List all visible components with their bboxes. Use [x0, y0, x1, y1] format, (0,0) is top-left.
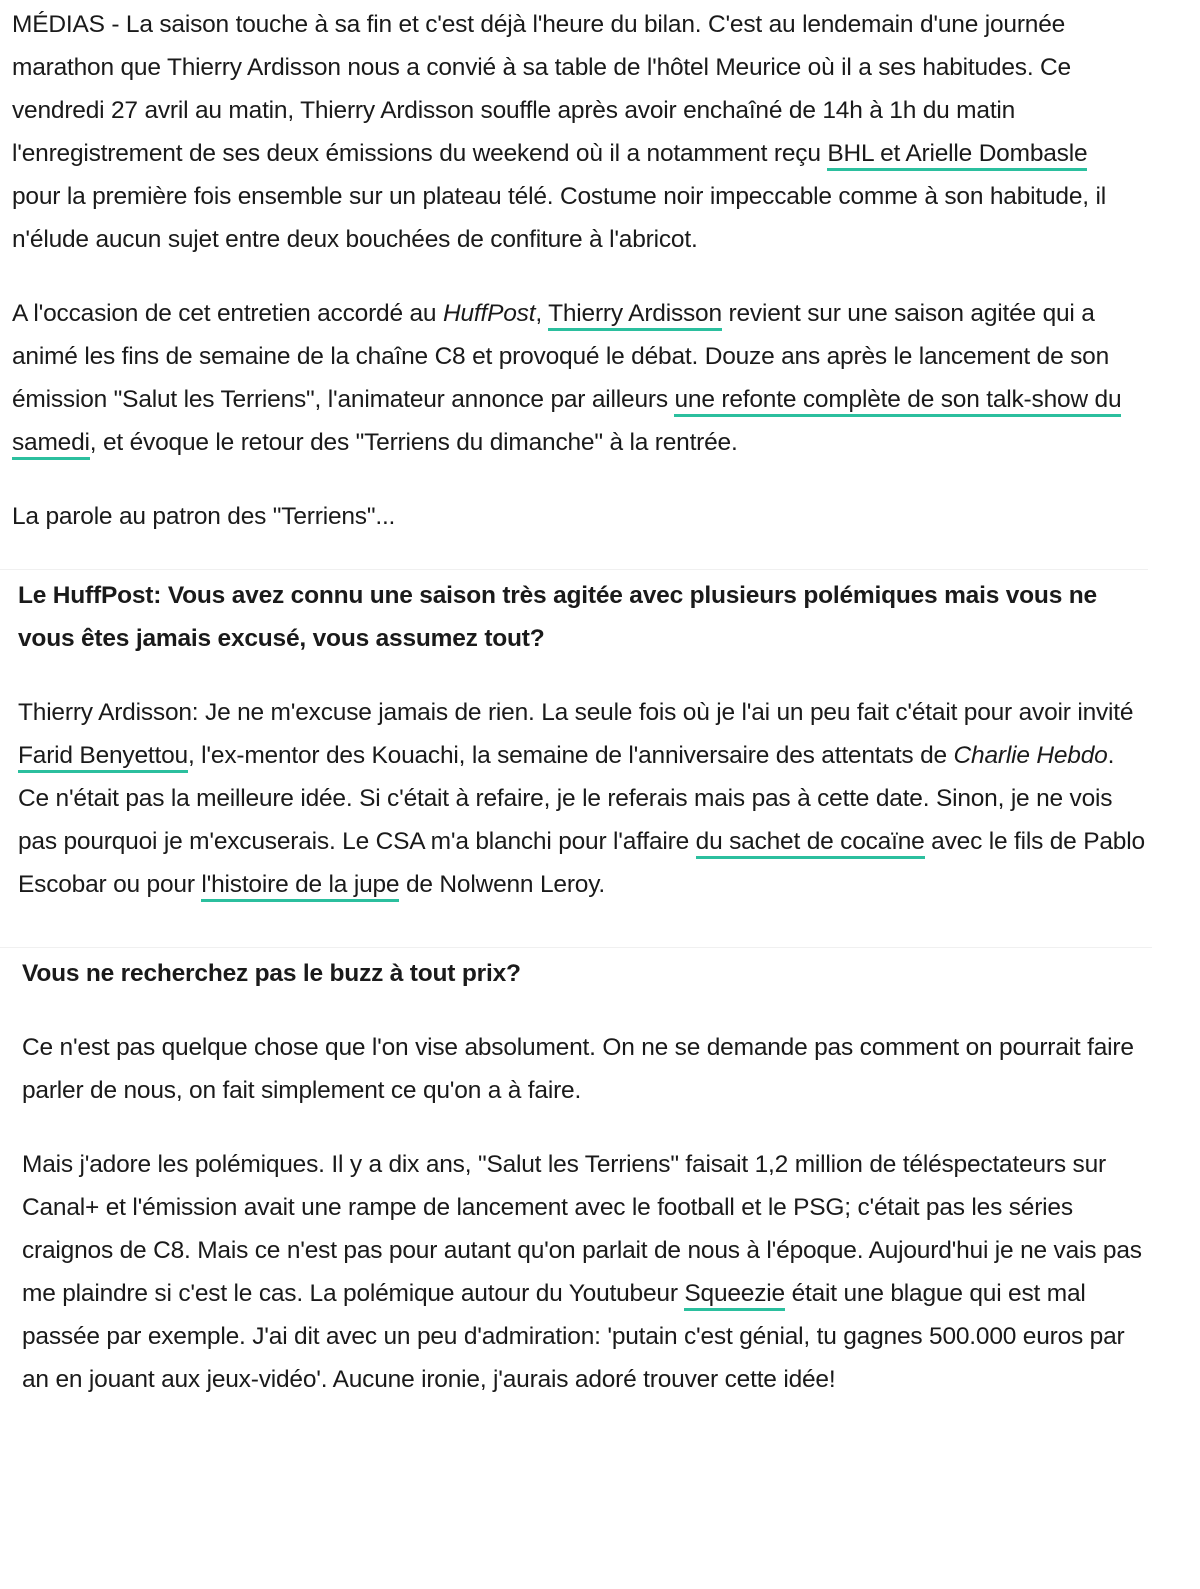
text-segment: pour la première fois ensemble sur un plateau télé. Costume noir impeccable comme à son habitude, il n'élude aucun sujet entre deux bouchées de confiture à l'abricot. [12, 183, 1106, 253]
italic-text: HuffPost [442, 300, 536, 327]
interview-question-1 [0, 569, 1148, 906]
paragraph [22, 1026, 1152, 1112]
text-segment: , [535, 300, 549, 327]
text-segment: avec le fils de Pablo Escobar ou pour [18, 828, 1145, 898]
interview-question: Vous ne recherchez pas le buzz à tout prix? [22, 960, 521, 987]
text-segment: Thierry Ardisson: Je ne m'excuse jamais de rien. La seule fois où je l'ai un peu fait c'était pour avoir invité [18, 699, 1134, 726]
italic-text: Charlie Hebdo [953, 742, 1108, 769]
paragraph [22, 1143, 1152, 1401]
interview-question-2 [0, 947, 1152, 1401]
text-segment: Ce n'est pas quelque chose que l'on vise absolument. On ne se demande pas comment on pourrait faire parler de nous, on fait simplement ce qu'on a à faire. [22, 1034, 1134, 1104]
paragraph [22, 952, 1152, 995]
article-link[interactable]: une refonte complète de son talk-show du samedi [12, 386, 1121, 460]
paragraph [12, 292, 1142, 464]
intro-section [12, 3, 1142, 538]
article-link[interactable]: Thierry Ardisson [548, 300, 722, 331]
paragraph [12, 495, 1142, 538]
article-link[interactable]: BHL et Arielle Dombasle [827, 140, 1087, 171]
article-link[interactable]: du sachet de cocaïne [696, 828, 925, 859]
text-segment: , l'ex-mentor des Kouachi, la semaine de l'anniversaire des attentats de [187, 742, 954, 769]
article-link[interactable]: Farid Benyettou [18, 742, 188, 773]
text-segment: MÉDIAS - La saison touche à sa fin et c'est déjà l'heure du bilan. C'est au lendemain d'une journée marathon que Thierry Ardisson nous a convié à sa table de l'hôtel Meurice où il a ses habitudes. Ce vendredi 27 avril au matin, Thierry Ardisson souffle après avoir enchaîné de 14h à 1h du matin l'enregistrement de ses deux émissions du weekend où il a notamment reçu [12, 11, 1071, 167]
paragraph [12, 3, 1142, 261]
text-segment: Mais j'adore les polémiques. Il y a dix ans, "Salut les Terriens" faisait 1,2 million de téléspectateurs sur Canal+ et l'émission avait une rampe de lancement avec le football et le PSG; c'était pas les séries craignos de C8. Mais ce n'est pas pour autant qu'on parlait de nous à l'époque. Aujourd'hui je ne vais pas me plaindre si c'est le cas. La polémique autour du Youtubeur [22, 1151, 1142, 1307]
interview-question: Le HuffPost: Vous avez connu une saison très agitée avec plusieurs polémiques mais vous ne vous êtes jamais excusé, vous assumez tout? [18, 582, 1097, 652]
text-segment: La parole au patron des "Terriens"... [12, 503, 396, 530]
article-link[interactable]: Squeezie [684, 1280, 785, 1311]
text-segment: revient sur une saison agitée qui a animé les fins de semaine de la chaîne C8 et provoqué le débat. Douze ans après le lancement de son émission "Salut les Terriens", l'animateur annonce par ailleurs [12, 300, 1110, 413]
paragraph [18, 574, 1148, 660]
text-segment: . Ce n'était pas la meilleure idée. Si c'était à refaire, je le referais mais pas à cette date. Sinon, je ne vois pas pourquoi je m'excuserais. Le CSA m'a blanchi pour l'affaire [18, 742, 1115, 855]
article-link[interactable]: l'histoire de la jupe [201, 871, 399, 902]
text-segment: de Nolwenn Leroy. [399, 871, 606, 898]
paragraph [18, 691, 1148, 906]
text-segment: était une blague qui est mal passée par exemple. J'ai dit avec un peu d'admiration: 'putain c'est génial, tu gagnes 500.000 euros par an en jouant aux jeux-vidéo'. Aucune ironie, j'aurais adoré trouver cette idée! [22, 1280, 1125, 1393]
text-segment: , et évoque le retour des "Terriens du dimanche" à la rentrée. [89, 429, 738, 456]
text-segment: A l'occasion de cet entretien accordé au [12, 300, 443, 327]
